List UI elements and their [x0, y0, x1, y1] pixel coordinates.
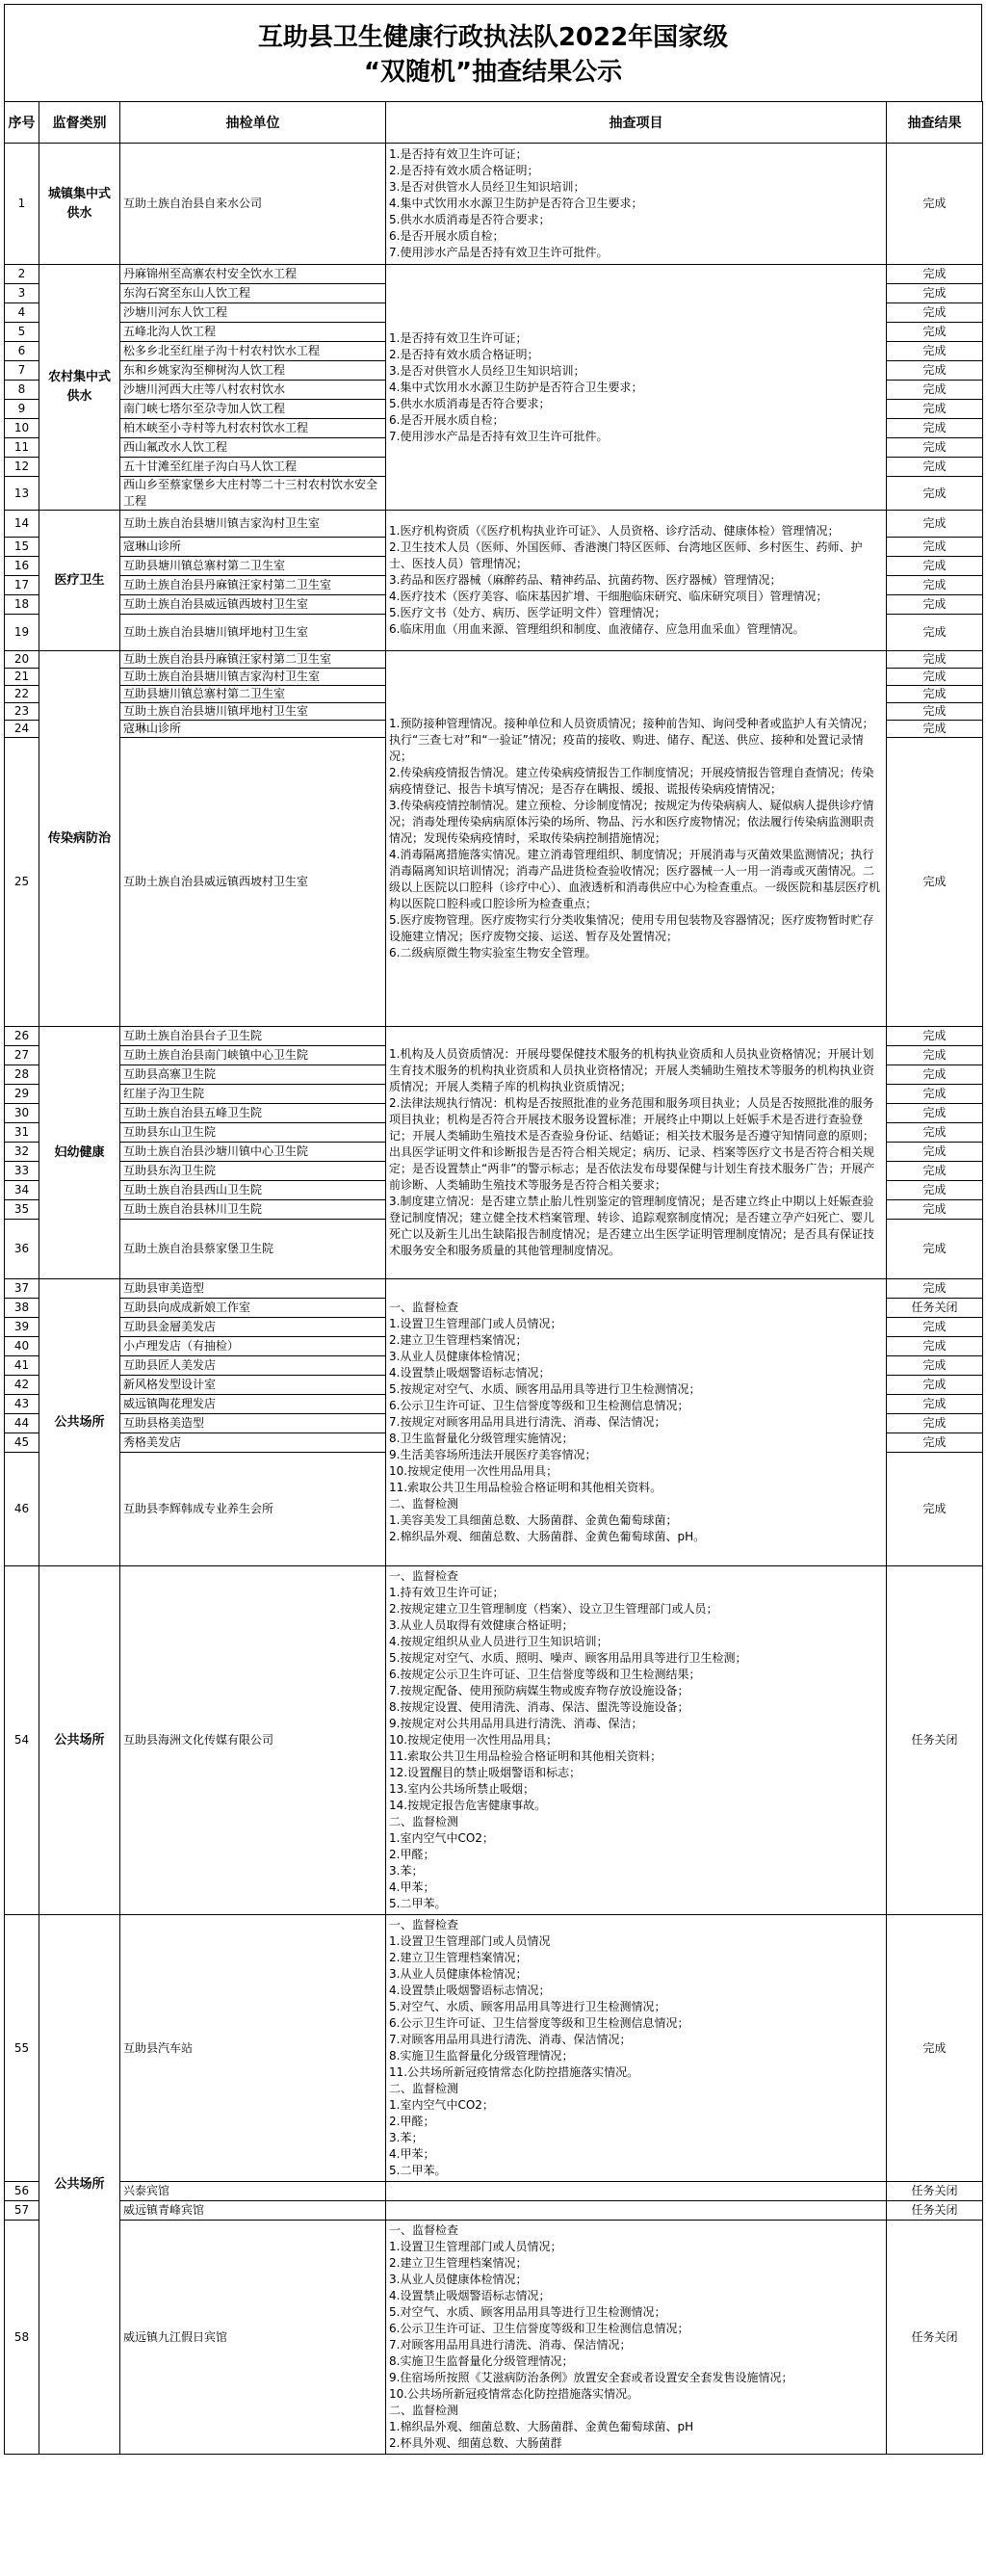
- row-category: 公共场所: [39, 1279, 120, 1566]
- row-unit: 互助土族自治县丹麻镇汪家村第二卫生室: [120, 576, 386, 595]
- check-item: 8.实施卫生监督量化分级管理情况；: [389, 2049, 574, 2063]
- check-item: 6.二级病原微生物实验室生物安全管理。: [389, 946, 597, 959]
- row-unit: 互助土族自治县台子卫生院: [120, 1027, 386, 1046]
- check-item: 1.预防接种管理情况。接种单位和人员资质情况；接种前告知、询问受种者或监护人有关情况；执行“三查七对”和“一验证”情况；疫苗的接收、购进、储存、配送、供应、接种和处置记录情况；: [389, 717, 874, 763]
- check-item: 4.设置禁止吸烟警语标志情况；: [389, 2289, 551, 2302]
- check-item: 4.设置禁止吸烟警语标志情况；: [389, 1366, 551, 1380]
- check-item: 4.医疗技术（医疗美容、临床基因扩增、干细胞临床研究、临床研究项目）管理情况；: [389, 590, 828, 603]
- row-result: 完成: [887, 686, 983, 703]
- row-unit: 沙塘川河西大庄等八村农村饮水: [120, 381, 386, 400]
- row-seq: 22: [5, 686, 39, 703]
- row-check-items: [386, 144, 887, 265]
- check-item: 5.对空气、水质、顾客用品用具等进行卫生检测情况；: [389, 2000, 666, 2013]
- row-result: 完成: [887, 1433, 983, 1453]
- check-item: 4.集中式饮用水水源卫生防护是否符合卫生要求；: [389, 197, 643, 210]
- table-row: [5, 2221, 983, 2455]
- check-item: 5.医疗文书（处方、病历、医学证明文件）管理情况；: [389, 606, 666, 619]
- check-item: 3.从业人员健康体检情况；: [389, 2273, 528, 2286]
- check-item: 10.公共场所新冠疫情常态化防控措施落实情况。: [389, 2387, 639, 2401]
- row-category: 公共场所: [39, 1915, 120, 2455]
- row-unit: 互助土族自治县蔡家堡卫生院: [120, 1220, 386, 1279]
- check-item: 1.是否持有效卫生许可证；: [389, 147, 528, 161]
- check-item: 7.使用涉水产品是否持有效卫生许可批件。: [389, 429, 609, 443]
- check-item: 5.二甲苯。: [389, 2164, 447, 2177]
- row-unit: 互助土族自治县西山卫生院: [120, 1181, 386, 1200]
- row-result: 任务关闭: [887, 1566, 983, 1915]
- row-category: 医疗卫生: [39, 511, 120, 651]
- row-seq: 17: [5, 576, 39, 595]
- check-item: 4.按规定组织从业人员进行卫生知识培训；: [389, 1635, 609, 1648]
- row-unit: 互助土族自治县五峰卫生院: [120, 1104, 386, 1123]
- row-seq: 4: [5, 303, 39, 323]
- table-row: [5, 265, 983, 284]
- row-check-items-empty: [386, 2201, 887, 2221]
- check-item: 8.卫生监督量化分级管理实施情况；: [389, 1432, 574, 1445]
- row-check-items-empty: [386, 2182, 887, 2201]
- row-check-items: [386, 1566, 887, 1915]
- row-seq: 25: [5, 738, 39, 1027]
- row-category: 公共场所: [39, 1566, 120, 1915]
- row-category: 城镇集中式供水: [39, 144, 120, 265]
- row-unit: 小卢理发店（有抽检）: [120, 1337, 386, 1356]
- check-item: 7.使用涉水产品是否持有效卫生许可批件。: [389, 246, 609, 259]
- check-item: 11.公共场所新冠疫情常态化防控措施落实情况。: [389, 2065, 639, 2079]
- row-unit: 互助土族自治县塘川镇坪地村卫生室: [120, 615, 386, 651]
- row-unit: 互助县李辉韩成专业养生会所: [120, 1453, 386, 1566]
- check-item: 3.药品和医疗器械（麻醉药品、精神药品、抗菌药物、医疗器械）管理情况；: [389, 573, 782, 587]
- check-item: 二、监督检测: [389, 1497, 459, 1511]
- check-item: 3.是否对供管水人员经卫生知识培训；: [389, 180, 585, 194]
- table-row: [5, 511, 983, 538]
- check-item: 7.按规定配备、使用预防病媒生物或废弃物存放设施设备；: [389, 1684, 689, 1697]
- row-seq: 8: [5, 381, 39, 400]
- check-item: 一、监督检查: [389, 1918, 459, 1932]
- row-result: 完成: [887, 1453, 983, 1566]
- row-seq: 55: [5, 1915, 39, 2182]
- check-item: 2.甲醛；: [389, 2115, 435, 2128]
- check-item: 2.传染病疫情报告情况。建立传染病疫情报告工作制度情况；开展疫情报告管理自查情况；传染病疫情登记、报告卡填写情况；是否存在瞒报、缓报、谎报传染病疫情情况；: [389, 766, 874, 796]
- row-result: 完成: [887, 1046, 983, 1065]
- row-seq: 9: [5, 400, 39, 419]
- check-item: 4.消毒隔离措施落实情况。建立消毒管理组织、制度情况；开展消毒与灭菌效果监测情况；执行消毒隔离知识培训情况；消毒产品进货检查验收情况；医疗器械一人一用一消毒或灭菌情况。二级以上医院以口腔科（诊疗中心）、血液透析和消毒供应中心为检查重点。一级医院和基层医疗机构以医院口腔科或口腔诊所为检查重点；: [389, 848, 881, 910]
- header-category: 监督类别: [39, 102, 120, 144]
- row-seq: 42: [5, 1376, 39, 1395]
- row-seq: 30: [5, 1104, 39, 1123]
- row-seq: 37: [5, 1279, 39, 1299]
- row-seq: 44: [5, 1414, 39, 1433]
- table-body: [5, 144, 983, 2455]
- row-unit: 寇琳山诊所: [120, 538, 386, 557]
- row-result: 完成: [887, 1200, 983, 1220]
- row-unit: 互助土族自治县林川卫生院: [120, 1200, 386, 1220]
- row-result: 完成: [887, 1318, 983, 1337]
- check-item: 3.制度建立情况：是否建立禁止胎儿性别鉴定的管理制度情况；是否建立终止中期以上妊娠查验登记制度情况；建立健全技术档案管理、转诊、追踪观察制度情况；是否建立孕产妇死亡、婴儿死亡以及新生儿出生缺陷报告制度情况；是否建立出生医学证明管理制度情况；是否具有保证技术服务安全和服务质量的其他管理制度情况。: [389, 1195, 875, 1257]
- row-seq: 38: [5, 1299, 39, 1318]
- check-item: 2.甲醛；: [389, 1848, 435, 1861]
- row-result: 完成: [887, 458, 983, 477]
- header-items: 抽查项目: [386, 102, 887, 144]
- check-item: 10.按规定使用一次性用品用具；: [389, 1733, 558, 1747]
- check-item: 7.对顾客用品用具进行清洗、消毒、保洁情况；: [389, 2033, 632, 2046]
- row-unit: 互助县匠人美发店: [120, 1356, 386, 1376]
- check-item: 9.生活美容场所违法开展医疗美容情况；: [389, 1448, 597, 1461]
- row-category: 传染病防治: [39, 651, 120, 1027]
- header-unit: 抽检单位: [120, 102, 386, 144]
- row-unit: 互助土族自治县南门峡镇中心卫生院: [120, 1046, 386, 1065]
- row-unit: 南门峡七塔尔至尕寺加人饮工程: [120, 400, 386, 419]
- check-item: 1.机构及人员资质情况：开展母婴保健技术服务的机构执业资质和人员执业资格情况；开展计划生育技术服务的机构执业资质和人员执业资格情况；开展人类辅助生殖技术等服务的机构执业资质情况；开展人类精子库的机构执业资质情况；: [389, 1047, 875, 1093]
- row-unit: 互助土族自治县塘川镇吉家沟村卫生室: [120, 511, 386, 538]
- row-unit: 松多乡北至红崖子沟十村农村饮水工程: [120, 342, 386, 361]
- check-item: 13.室内公共场所禁止吸烟；: [389, 1782, 535, 1796]
- row-unit: 沙塘川河东人饮工程: [120, 303, 386, 323]
- row-seq: 15: [5, 538, 39, 557]
- check-item: 1.持有效卫生许可证；: [389, 1586, 505, 1599]
- check-item: 2.是否持有效水质合格证明；: [389, 164, 539, 177]
- row-seq: 36: [5, 1220, 39, 1279]
- check-item: 9.住宿场所按照《艾滋病防治条例》放置安全套或者设置安全套发售设施情况；: [389, 2371, 793, 2384]
- check-item: 1.是否持有效卫生许可证；: [389, 330, 528, 345]
- check-item: 3.从业人员取得有效健康合格证明；: [389, 1618, 574, 1632]
- header-result: 抽查结果: [887, 102, 983, 144]
- check-item: 8.按规定设置、使用清洗、消毒、保洁、盥洗等设施设备；: [389, 1700, 689, 1714]
- row-seq: 56: [5, 2182, 39, 2201]
- check-item: 6.是否开展水质自检；: [389, 412, 505, 427]
- row-result: 完成: [887, 1279, 983, 1299]
- check-item: 4.集中式饮用水水源卫生防护是否符合卫生要求；: [389, 380, 643, 394]
- row-seq: 39: [5, 1318, 39, 1337]
- row-unit: 东和乡姚家沟至柳树沟人饮工程: [120, 361, 386, 381]
- row-unit: 寇琳山诊所: [120, 721, 386, 738]
- row-seq: 29: [5, 1085, 39, 1104]
- row-check-items: [386, 1915, 887, 2182]
- row-seq: 2: [5, 265, 39, 284]
- row-seq: 35: [5, 1200, 39, 1220]
- title-line-1: 互助县卫生健康行政执法队2022年国家级: [257, 23, 729, 52]
- check-item: 一、监督检查: [389, 2223, 459, 2237]
- row-unit: 丹麻锦州至高寨农村安全饮水工程: [120, 265, 386, 284]
- row-unit: 西山氟改水人饮工程: [120, 438, 386, 458]
- table-row: [5, 1915, 983, 2182]
- check-item: 1.医疗机构资质（《医疗机构执业许可证》、人员资格、诊疗活动、健康体检）管理情况；: [389, 524, 840, 538]
- row-result: 完成: [887, 1065, 983, 1085]
- row-result: 完成: [887, 595, 983, 615]
- row-result: 完成: [887, 1395, 983, 1414]
- check-item: 6.按规定公示卫生许可证、卫生信誉度等级和卫生检测结果；: [389, 1668, 701, 1681]
- check-item: 5.按规定对空气、水质、照明、噪声、顾客用品用具等进行卫生检测；: [389, 1651, 747, 1665]
- row-seq: 45: [5, 1433, 39, 1453]
- table-row: [5, 1566, 983, 1915]
- row-unit: 互助土族自治县塘川镇吉家沟村卫生室: [120, 669, 386, 686]
- table-row: [5, 1027, 983, 1046]
- check-item: 12.设置醒目的禁止吸烟警语和标志；: [389, 1766, 582, 1779]
- row-result: 完成: [887, 1085, 983, 1104]
- row-unit: 威远镇陶花理发店: [120, 1395, 386, 1414]
- row-seq: 46: [5, 1453, 39, 1566]
- row-check-items: [386, 511, 887, 651]
- check-item: 5.二甲苯。: [389, 1897, 447, 1910]
- check-item: 二、监督检测: [389, 2082, 459, 2095]
- check-item: 6.临床用血（用血来源、管理组织和制度、血液储存、应急用血采血）管理情况。: [389, 622, 805, 636]
- row-seq: 5: [5, 323, 39, 342]
- row-check-items: [386, 265, 887, 511]
- row-result: 完成: [887, 721, 983, 738]
- row-seq: 40: [5, 1337, 39, 1356]
- check-item: 9.按规定对公共用品用具进行清洗、消毒、保洁；: [389, 1717, 643, 1730]
- check-item: 2.建立卫生管理档案情况；: [389, 1951, 528, 1964]
- results-table: [4, 101, 983, 2455]
- row-result: 完成: [887, 381, 983, 400]
- row-result: 完成: [887, 303, 983, 323]
- row-result: 任务关闭: [887, 2182, 983, 2201]
- row-seq: 1: [5, 144, 39, 265]
- row-seq: 32: [5, 1143, 39, 1162]
- row-seq: 14: [5, 511, 39, 538]
- check-item: 2.棉织品外观、细菌总数、大肠菌群、金黄色葡萄球菌、pH。: [389, 1530, 706, 1543]
- row-result: 任务关闭: [887, 2201, 983, 2221]
- row-result: 完成: [887, 1414, 983, 1433]
- row-seq: 13: [5, 477, 39, 511]
- check-item: 3.苯；: [389, 1864, 424, 1878]
- row-seq: 6: [5, 342, 39, 361]
- table-row: [5, 2182, 983, 2201]
- row-seq: 57: [5, 2201, 39, 2221]
- row-unit: 互助县审美造型: [120, 1279, 386, 1299]
- check-item: 3.从业人员健康体检情况；: [389, 1350, 528, 1363]
- check-item: 4.甲苯；: [389, 2147, 435, 2161]
- check-item: 5.按规定对空气、水质、顾客用品用具等进行卫生检测情况；: [389, 1382, 701, 1396]
- table-row: [5, 651, 983, 669]
- check-item: 10.按规定使用一次性用品用具；: [389, 1464, 558, 1478]
- row-unit: 互助土族自治县塘川镇坪地村卫生室: [120, 703, 386, 721]
- row-unit: 威远镇青峰宾馆: [120, 2201, 386, 2221]
- row-result: 完成: [887, 342, 983, 361]
- check-item: 3.从业人员健康体检情况；: [389, 1967, 528, 1981]
- row-unit: 五十甘滩至红崖子沟白马人饮工程: [120, 458, 386, 477]
- row-unit: 红崖子沟卫生院: [120, 1085, 386, 1104]
- check-item: 2.建立卫生管理档案情况；: [389, 2256, 528, 2270]
- row-result: 完成: [887, 144, 983, 265]
- check-item: 2.是否持有效水质合格证明；: [389, 347, 539, 361]
- row-result: 完成: [887, 1337, 983, 1356]
- row-seq: 34: [5, 1181, 39, 1200]
- check-item: 4.甲苯；: [389, 1880, 435, 1894]
- row-seq: 54: [5, 1566, 39, 1915]
- row-result: 完成: [887, 1376, 983, 1395]
- row-result: 完成: [887, 615, 983, 651]
- check-item: 8.实施卫生监督量化分级管理情况；: [389, 2354, 574, 2368]
- check-item: 6.公示卫生许可证、卫生信誉度等级和卫生检测信息情况；: [389, 2322, 689, 2335]
- row-unit: 互助土族自治县威远镇西坡村卫生室: [120, 595, 386, 615]
- row-unit: 互助土族自治县丹麻镇汪家村第二卫生室: [120, 651, 386, 669]
- check-item: 6.是否开展水质自检；: [389, 229, 505, 243]
- check-item: 1.美容美发工具细菌总数、大肠菌群、金黄色葡萄球菌；: [389, 1513, 678, 1527]
- row-result: 完成: [887, 669, 983, 686]
- row-unit: 新风格发型设计室: [120, 1376, 386, 1395]
- row-unit: 互助县塘川镇总寨村第二卫生室: [120, 686, 386, 703]
- row-result: 完成: [887, 284, 983, 303]
- row-unit: 互助县塘川镇总寨村第二卫生室: [120, 557, 386, 576]
- row-unit: 柏木峡至小寺村等九村农村饮水工程: [120, 419, 386, 438]
- row-check-items: [386, 651, 887, 1027]
- row-seq: 7: [5, 361, 39, 381]
- row-result: 任务关闭: [887, 2221, 983, 2455]
- row-unit: 互助土族自治县沙塘川镇中心卫生院: [120, 1143, 386, 1162]
- table-row: [5, 1279, 983, 1299]
- row-seq: 43: [5, 1395, 39, 1414]
- row-seq: 11: [5, 438, 39, 458]
- row-seq: 20: [5, 651, 39, 669]
- check-item: 一、监督检查: [389, 1301, 459, 1314]
- row-unit: 互助县东沟卫生院: [120, 1162, 386, 1181]
- row-result: 完成: [887, 1162, 983, 1181]
- check-item: 5.对空气、水质、顾客用品用具等进行卫生检测情况；: [389, 2305, 666, 2319]
- row-unit: 威远镇九江假日宾馆: [120, 2221, 386, 2455]
- title-line-2: “双随机”抽查结果公示: [363, 58, 623, 87]
- row-category: 农村集中式供水: [39, 265, 120, 511]
- row-unit: 互助县格美造型: [120, 1414, 386, 1433]
- row-seq: 12: [5, 458, 39, 477]
- row-check-items: [386, 2221, 887, 2455]
- check-item: 2.法律法规执行情况：机构是否按照批准的业务范围和服务项目执业；人员是否按照批准的服务项目执业；机构是否符合开展技术服务设置标准；开展终止中期以上妊娠手术是否进行查验登记；开展人类辅助生殖技术是否查验身份证、结婚证；相关技术服务是否遵守知情同意的原则；出具医学证明文件和诊断报告是否符合相关规定；病历、记录、档案等医疗文书是否符合相关规定；是否设置禁止“两非”的警示标志；是否依法发布母婴保健与计划生育技术服务广告；开展产前诊断、人类辅助生殖技术等服务是否符合相关要求；: [389, 1096, 875, 1192]
- row-result: 完成: [887, 477, 983, 511]
- check-item: 7.按规定对顾客用品用具进行清洗、消毒、保洁情况；: [389, 1415, 666, 1429]
- check-item: 7.对顾客用品用具进行清洗、消毒、保洁情况；: [389, 2338, 632, 2352]
- row-result: 完成: [887, 1915, 983, 2182]
- header-seq: 序号: [5, 102, 39, 144]
- row-seq: 33: [5, 1162, 39, 1181]
- table-row: [5, 2201, 983, 2221]
- row-seq: 10: [5, 419, 39, 438]
- row-seq: 28: [5, 1065, 39, 1085]
- row-seq: 31: [5, 1123, 39, 1143]
- check-item: 4.设置禁止吸烟警语标志情况；: [389, 1984, 551, 1997]
- row-seq: 23: [5, 703, 39, 721]
- check-item: 1.设置卫生管理部门或人员情况；: [389, 2240, 562, 2253]
- row-result: 完成: [887, 738, 983, 1027]
- row-unit: 互助县向成成新娘工作室: [120, 1299, 386, 1318]
- check-item: 1.棉织品外观、细菌总数、大肠菌群、金黄色葡萄球菌、pH: [389, 2420, 694, 2433]
- check-item: 3.苯；: [389, 2131, 424, 2144]
- check-item: 1.设置卫生管理部门或人员情况: [389, 1934, 551, 1948]
- check-item: 2.按规定建立卫生管理制度（档案）、设立卫生管理部门或人员；: [389, 1602, 718, 1616]
- row-seq: 41: [5, 1356, 39, 1376]
- check-item: 3.是否对供管水人员经卫生知识培训；: [389, 363, 585, 378]
- row-seq: 3: [5, 284, 39, 303]
- row-result: 完成: [887, 323, 983, 342]
- row-result: 完成: [887, 557, 983, 576]
- row-check-items: [386, 1279, 887, 1566]
- row-unit: 五峰北沟人饮工程: [120, 323, 386, 342]
- table-header-row: [5, 102, 983, 144]
- check-item: 11.索取公共卫生用品检验合格证明和其他相关资料。: [389, 1481, 662, 1494]
- row-result: 完成: [887, 361, 983, 381]
- row-unit: 互助县汽车站: [120, 1915, 386, 2182]
- row-unit: 互助县海洲文化传媒有限公司: [120, 1566, 386, 1915]
- check-item: 3.传染病疫情控制情况。建立预检、分诊制度情况；按规定为传染病病人、疑似病人提供诊疗情况；消毒处理传染病病原体污染的场所、物品、污水和医疗废物情况；依法履行传染病监测职责情况；发现传染病疫情时，采取传染病控制措施情况；: [389, 799, 875, 845]
- check-item: 2.建立卫生管理档案情况；: [389, 1333, 528, 1347]
- row-seq: 18: [5, 595, 39, 615]
- row-seq: 58: [5, 2221, 39, 2455]
- row-result: 完成: [887, 1356, 983, 1376]
- row-result: 完成: [887, 400, 983, 419]
- row-unit: 秀格美发店: [120, 1433, 386, 1453]
- row-result: 完成: [887, 703, 983, 721]
- row-unit: 互助县高寨卫生院: [120, 1065, 386, 1085]
- check-item: 5.供水水质消毒是否符合要求；: [389, 213, 551, 226]
- check-item: 2.杯具外观、细菌总数、大肠菌群: [389, 2436, 562, 2450]
- row-result: 完成: [887, 1104, 983, 1123]
- row-unit: 互助县金層美发店: [120, 1318, 386, 1337]
- row-seq: 27: [5, 1046, 39, 1065]
- row-result: 任务关闭: [887, 1299, 983, 1318]
- row-unit: 东沟石窝至东山人饮工程: [120, 284, 386, 303]
- check-item: 一、监督检查: [389, 1569, 459, 1583]
- row-seq: 24: [5, 721, 39, 738]
- row-result: 完成: [887, 651, 983, 669]
- row-result: 完成: [887, 576, 983, 595]
- row-result: 完成: [887, 438, 983, 458]
- table-row: [5, 144, 983, 265]
- row-unit: 互助土族自治县威远镇西坡村卫生室: [120, 738, 386, 1027]
- check-item: 5.医疗废物管理。医疗废物实行分类收集情况；使用专用包装物及容器情况；医疗废物暂时贮存设施建立情况；医疗废物交接、运送、暂存及处置情况；: [389, 913, 874, 943]
- document-title: [4, 4, 982, 101]
- row-result: 完成: [887, 1181, 983, 1200]
- row-result: 完成: [887, 265, 983, 284]
- check-item: 二、监督检测: [389, 1815, 459, 1828]
- row-result: 完成: [887, 1143, 983, 1162]
- check-item: 6.公示卫生许可证、卫生信誉度等级和卫生检测信息情况；: [389, 1399, 689, 1412]
- check-item: 6.公示卫生许可证、卫生信誉度等级和卫生检测信息情况；: [389, 2016, 689, 2030]
- row-result: 完成: [887, 1027, 983, 1046]
- row-result: 完成: [887, 419, 983, 438]
- row-result: 完成: [887, 1220, 983, 1279]
- row-unit: 互助县东山卫生院: [120, 1123, 386, 1143]
- row-seq: 21: [5, 669, 39, 686]
- row-check-items: [386, 1027, 887, 1279]
- check-item: 2.卫生技术人员（医师、外国医师、香港澳门特区医师、台湾地区医师、乡村医生、药师、护士、医技人员）管理情况；: [389, 540, 863, 570]
- check-item: 1.设置卫生管理部门或人员情况；: [389, 1317, 562, 1330]
- check-item: 1.室内空气中CO2；: [389, 2098, 494, 2112]
- row-unit: 互助土族自治县自来水公司: [120, 144, 386, 265]
- row-unit: 兴泰宾馆: [120, 2182, 386, 2201]
- check-item: 14.按规定报告危害健康事故。: [389, 1799, 547, 1812]
- check-item: 5.供水水质消毒是否符合要求；: [389, 396, 551, 410]
- row-seq: 16: [5, 557, 39, 576]
- row-result: 完成: [887, 1123, 983, 1143]
- row-unit: 西山乡至蔡家堡乡大庄村等二十三村农村饮水安全工程: [120, 477, 386, 511]
- row-seq: 19: [5, 615, 39, 651]
- row-category: 妇幼健康: [39, 1027, 120, 1279]
- check-item: 1.室内空气中CO2；: [389, 1831, 494, 1845]
- check-item: 二、监督检测: [389, 2404, 459, 2417]
- row-seq: 26: [5, 1027, 39, 1046]
- row-result: 完成: [887, 511, 983, 538]
- check-item: 11.索取公共卫生用品检验合格证明和其他相关资料；: [389, 1749, 662, 1763]
- document: [4, 4, 982, 2455]
- row-result: 完成: [887, 538, 983, 557]
